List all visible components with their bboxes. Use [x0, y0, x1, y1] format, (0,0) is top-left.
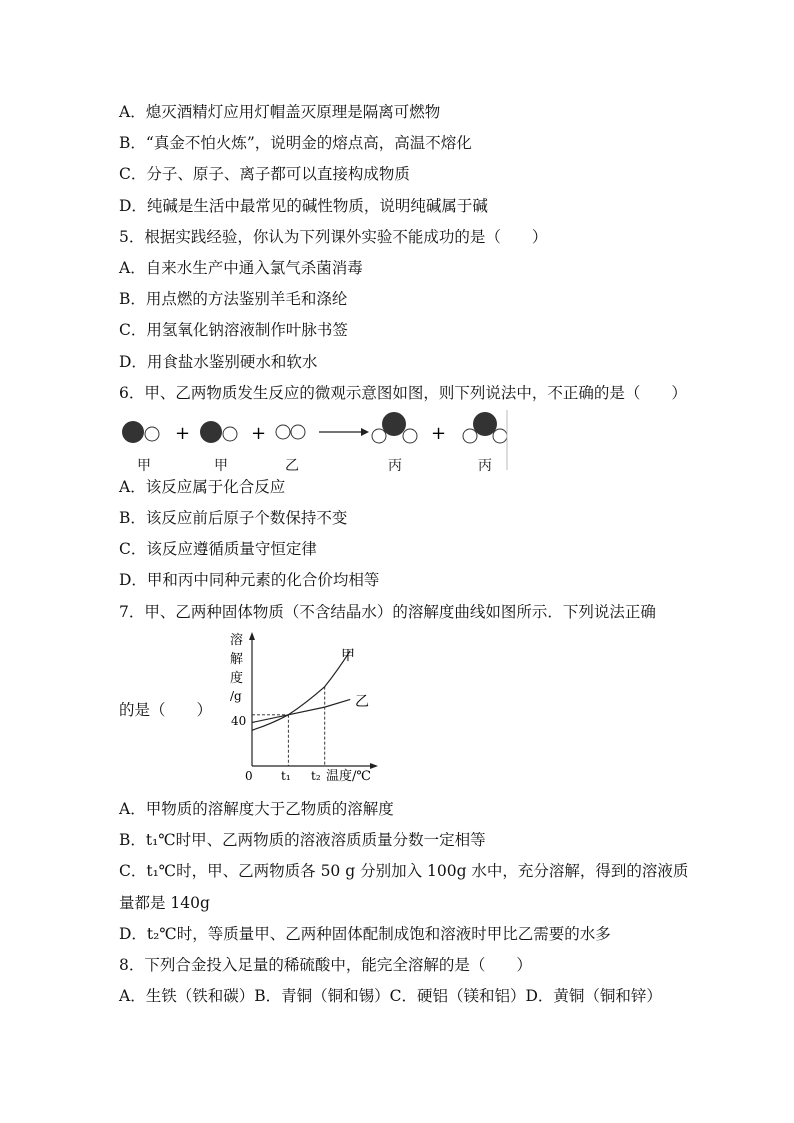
label-bing-1: 丙 [388, 458, 402, 474]
molecule-jia-1-small-atom [145, 427, 159, 441]
q7-option-a: A．甲物质的溶解度大于乙物质的溶解度 [119, 800, 394, 818]
chart-y-label-char-4: /g [230, 689, 242, 703]
q6-stem: 6．甲、乙两物质发生反应的微观示意图如图，则下列说法中，不正确的是（ ） [119, 384, 687, 402]
chart-x-axis-arrow [370, 763, 378, 769]
q4-option-d: D．纯碱是生活中最常见的碱性物质，说明纯碱属于碱 [119, 197, 488, 215]
chart-y-label-char-2: 解 [230, 652, 244, 667]
chart-x-axis-label: 温度/℃ [326, 769, 371, 784]
q6-option-d: D．甲和丙中同种元素的化合价均相等 [119, 571, 380, 589]
q6-option-b: B．该反应前后原子个数保持不变 [119, 509, 348, 527]
series-jia-label: 甲 [341, 648, 355, 664]
chart-y-label-char-3: 度 [230, 671, 244, 686]
reaction-arrow-head [361, 428, 369, 436]
molecule-bing-2-small-right [493, 429, 507, 443]
series-jia-curve [252, 651, 350, 730]
molecule-jia-2-large-atom [200, 421, 222, 443]
q7-option-b: B．t₁℃时甲、乙两物质的溶液溶质质量分数一定相等 [119, 831, 486, 849]
q4-option-a: A．熄灭酒精灯应用灯帽盖灭原理是隔离可燃物 [119, 103, 441, 121]
q5-stem: 5．根据实践经验，你认为下列课外实验不能成功的是（ ） [119, 228, 548, 246]
q5-option-b: B．用点燃的方法鉴别羊毛和涤纶 [119, 290, 348, 308]
molecule-bing-1-small-right [403, 429, 417, 443]
series-yi-label: 乙 [355, 694, 369, 710]
plus-sign-1: + [175, 423, 191, 444]
label-jia-1: 甲 [137, 458, 151, 474]
chart-x-tick-t1: t₁ [281, 769, 291, 783]
molecule-bing-1-large-atom [382, 412, 406, 436]
molecule-jia-1-large-atom [122, 421, 144, 443]
q4-option-c: C．分子、原子、离子都可以直接构成物质 [119, 165, 410, 183]
chart-x-tick-t2: t₂ [311, 769, 321, 783]
q4-option-b: B．“真金不怕火炼”，说明金的熔点高，高温不熔化 [119, 134, 472, 152]
q7-option-d: D．t₂℃时，等质量甲、乙两种固体配制成饱和溶液时甲比乙需要的水多 [119, 925, 611, 943]
q7-option-c-line2: 量都是 140g [119, 894, 210, 912]
molecule-jia-2-small-atom [223, 427, 237, 441]
molecule-yi-atom-1 [276, 425, 290, 439]
molecule-bing-1-small-left [372, 429, 386, 443]
q7-stem: 7．甲、乙两种固体物质（不含结晶水）的溶解度曲线如图所示．下列说法正确 [119, 603, 656, 621]
solubility-chart [225, 630, 385, 790]
label-bing-2: 丙 [478, 458, 492, 474]
molecule-bing-2-small-left [463, 429, 477, 443]
chart-origin-label: 0 [245, 769, 253, 783]
chart-y-axis-arrow [249, 632, 255, 640]
q6-option-a: A．该反应属于化合反应 [119, 478, 286, 496]
q8-stem: 8．下列合金投入足量的稀硫酸中，能完全溶解的是（ ） [119, 956, 532, 974]
molecule-yi-atom-2 [291, 425, 305, 439]
label-jia-2: 甲 [214, 458, 228, 474]
plus-sign-3: + [431, 423, 447, 444]
q5-option-d: D．用食盐水鉴别硬水和软水 [119, 353, 318, 371]
reaction-diagram [115, 408, 515, 474]
series-yi-curve [252, 699, 350, 722]
molecule-bing-2-large-atom [473, 412, 497, 436]
q5-option-a: A．自来水生产中通入氯气杀菌消毒 [119, 259, 363, 277]
q7-stem-end: 的是（ ） [119, 701, 213, 719]
plus-sign-2: + [251, 423, 267, 444]
q7-option-c-line1: C．t₁℃时，甲、乙两物质各 50 g 分别加入 100g 水中，充分溶解，得到的溶液质 [119, 862, 689, 880]
label-yi: 乙 [285, 458, 299, 474]
chart-y-tick-40: 40 [231, 714, 247, 728]
q8-options: A．生铁（铁和碳）B．青铜（铜和锡）C．硬铝（镁和铝）D．黄铜（铜和锌） [119, 987, 662, 1005]
q5-option-c: C．用氢氧化钠溶液制作叶脉书签 [119, 321, 348, 339]
chart-y-label-char-1: 溶 [230, 633, 244, 648]
q6-option-c: C．该反应遵循质量守恒定律 [119, 540, 317, 558]
